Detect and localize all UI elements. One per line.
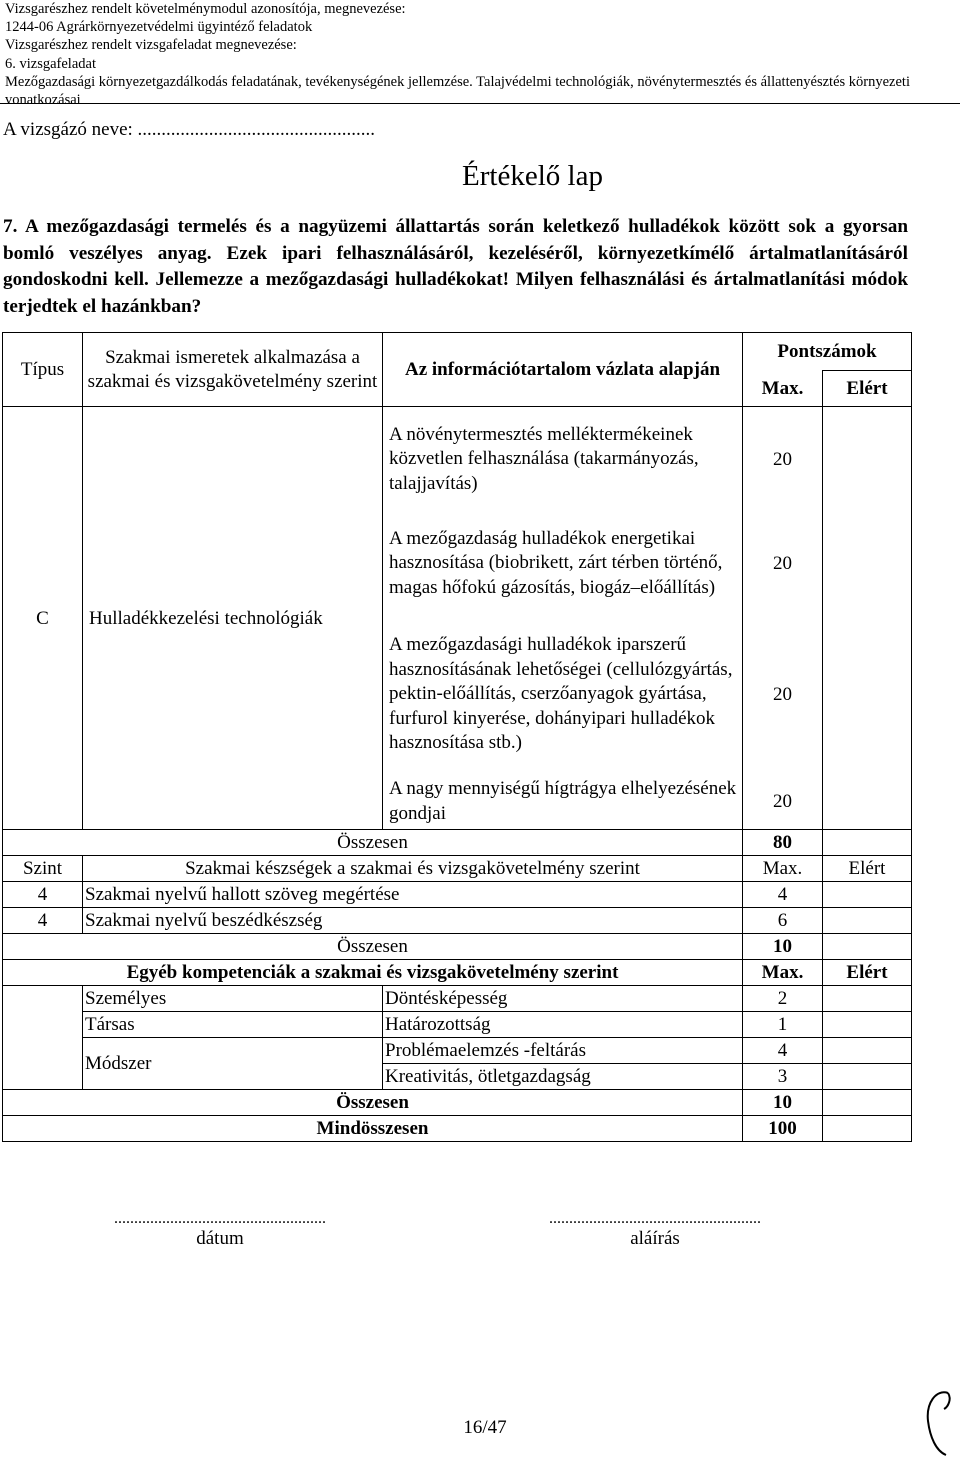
header-achieved: Elért xyxy=(823,371,912,407)
skill-2-level: 4 xyxy=(3,908,83,934)
total-1-label: Összesen xyxy=(3,830,743,856)
other-social-max: 1 xyxy=(743,1012,823,1038)
skill-2-max: 6 xyxy=(743,908,823,934)
other-method-max-1: 4 xyxy=(743,1038,823,1064)
info-row-1-max: 20 xyxy=(743,407,823,513)
header-divider xyxy=(0,103,960,104)
skills-header: Szakmai készségek a szakmai és vizsgakövetelmény szerint xyxy=(83,856,743,882)
skill-2-name: Szakmai nyelvű beszédkészség xyxy=(83,908,743,934)
date-signature-block xyxy=(85,1210,355,1250)
other-social-item: Határozottság xyxy=(383,1012,743,1038)
header-task-name: Mezőgazdasági környezetgazdálkodás feladatának, tevékenységének jellemzése. Talajvédelmi technológiák, növénytermesztés és állattenyésztés környezeti vonatkozásai xyxy=(5,73,910,109)
total-3-value: 10 xyxy=(743,1090,823,1116)
page-title: Értékelő lap xyxy=(462,160,603,192)
header-task-label: Vizsgarészhez rendelt vizsgafeladat megnevezése: xyxy=(5,37,297,54)
skill-1-max: 4 xyxy=(743,882,823,908)
info-row-2: A mezőgazdaság hulladékok energetikai hasznosítása (biobrikett, zárt térben történő, magas hőfokú gázosítás, biogáz–előállítás) xyxy=(383,513,743,615)
handwritten-initial-icon xyxy=(918,1385,958,1460)
header-knowledge: Szakmai ismeretek alkalmazása a szakmai és vizsgakövetelmény szerint xyxy=(83,333,383,407)
grand-total-value: 100 xyxy=(743,1116,823,1142)
total-2-achieved xyxy=(823,934,912,960)
evaluation-table xyxy=(2,332,912,1142)
header-type: Típus xyxy=(3,333,83,407)
grand-total-label: Mindösszesen xyxy=(3,1116,743,1142)
info-row-3-max: 20 xyxy=(743,615,823,775)
other-method-achieved-2 xyxy=(823,1064,912,1090)
skills-max-header: Max. xyxy=(743,856,823,882)
skill-1-achieved xyxy=(823,882,912,908)
info-row-4-max: 20 xyxy=(743,775,823,830)
other-personal: Személyes xyxy=(83,986,383,1012)
date-label: dátum xyxy=(196,1228,244,1249)
skills-achieved-header: Elért xyxy=(823,856,912,882)
other-blank xyxy=(3,986,83,1090)
header-max: Max. xyxy=(743,371,823,407)
total-1-achieved xyxy=(823,830,912,856)
total-2-label: Összesen xyxy=(3,934,743,960)
other-max-header: Max. xyxy=(743,960,823,986)
header-task-number: 6. vizsgafeladat xyxy=(5,55,96,72)
skill-1-name: Szakmai nyelvű hallott szöveg megértése xyxy=(83,882,743,908)
signature-dots: ..................................................... xyxy=(549,1210,761,1227)
total-3-achieved xyxy=(823,1090,912,1116)
other-method-item-2: Kreativitás, ötletgazdagság xyxy=(383,1064,743,1090)
info-row-3: A mezőgazdasági hulladékok iparszerű hasznosításának lehetőségei (cellulózgyártás, pektin-előállítás, cserzőanyagok gyártása, furfurol kinyerése, dohányipari hulladékok hasznosítása stb.) xyxy=(383,615,743,775)
document-header xyxy=(5,0,955,109)
total-2-value: 10 xyxy=(743,934,823,960)
other-method-achieved-1 xyxy=(823,1038,912,1064)
info-row-4: A nagy mennyiségű hígtrágya elhelyezésének gondjai xyxy=(383,775,743,830)
other-personal-achieved xyxy=(823,986,912,1012)
date-dots: ..................................................... xyxy=(114,1210,326,1227)
header-points: Pontszámok xyxy=(743,333,912,371)
skill-2-achieved xyxy=(823,908,912,934)
skills-level-header: Szint xyxy=(3,856,83,882)
total-1-value: 80 xyxy=(743,830,823,856)
examinee-name-line: A vizsgázó neve: .................................................. xyxy=(3,119,376,140)
other-personal-item: Döntésképesség xyxy=(383,986,743,1012)
total-3-label: Összesen xyxy=(3,1090,743,1116)
knowledge-value: Hulladékkezelési technológiák xyxy=(83,407,383,830)
header-module-name: 1244-06 Agrárkörnyezetvédelmi ügyintéző feladatok xyxy=(5,19,313,36)
signature-block xyxy=(520,1210,790,1250)
task-description: 7. A mezőgazdasági termelés és a nagyüzemi állattartás során keletkező hulladékok között sok a gyorsan bomló veszélyes anyag. Ezek ipari felhasználásáról, kezeléséről, környezetkímélő ártalmatlanításáról gondoskodni kell. Jellemezze a mezőgazdasági hulladékokat! Milyen felhasználási és ártalmatlanítási módok terjedtek el hazánkban? xyxy=(3,216,908,318)
signature-label: aláírás xyxy=(630,1228,680,1249)
grand-total-achieved xyxy=(823,1116,912,1142)
page-number: 16/47 xyxy=(463,1417,507,1438)
header-info: Az információtartalom vázlata alapján xyxy=(383,333,743,407)
other-method: Módszer xyxy=(83,1038,383,1090)
other-method-item-1: Problémaelemzés -feltárás xyxy=(383,1038,743,1064)
type-value: C xyxy=(3,407,83,830)
other-social-achieved xyxy=(823,1012,912,1038)
header-module-label: Vizsgarészhez rendelt követelménymodul azonosítója, megnevezése: xyxy=(5,1,406,17)
info-row-1: A növénytermesztés melléktermékeinek közvetlen felhasználása (takarmányozás, talajjavítás) xyxy=(383,407,743,513)
other-social: Társas xyxy=(83,1012,383,1038)
info-achieved xyxy=(823,407,912,830)
other-achieved-header: Elért xyxy=(823,960,912,986)
other-header: Egyéb kompetenciák a szakmai és vizsgakövetelmény szerint xyxy=(3,960,743,986)
info-row-2-max: 20 xyxy=(743,513,823,615)
other-personal-max: 2 xyxy=(743,986,823,1012)
skill-1-level: 4 xyxy=(3,882,83,908)
other-method-max-2: 3 xyxy=(743,1064,823,1090)
